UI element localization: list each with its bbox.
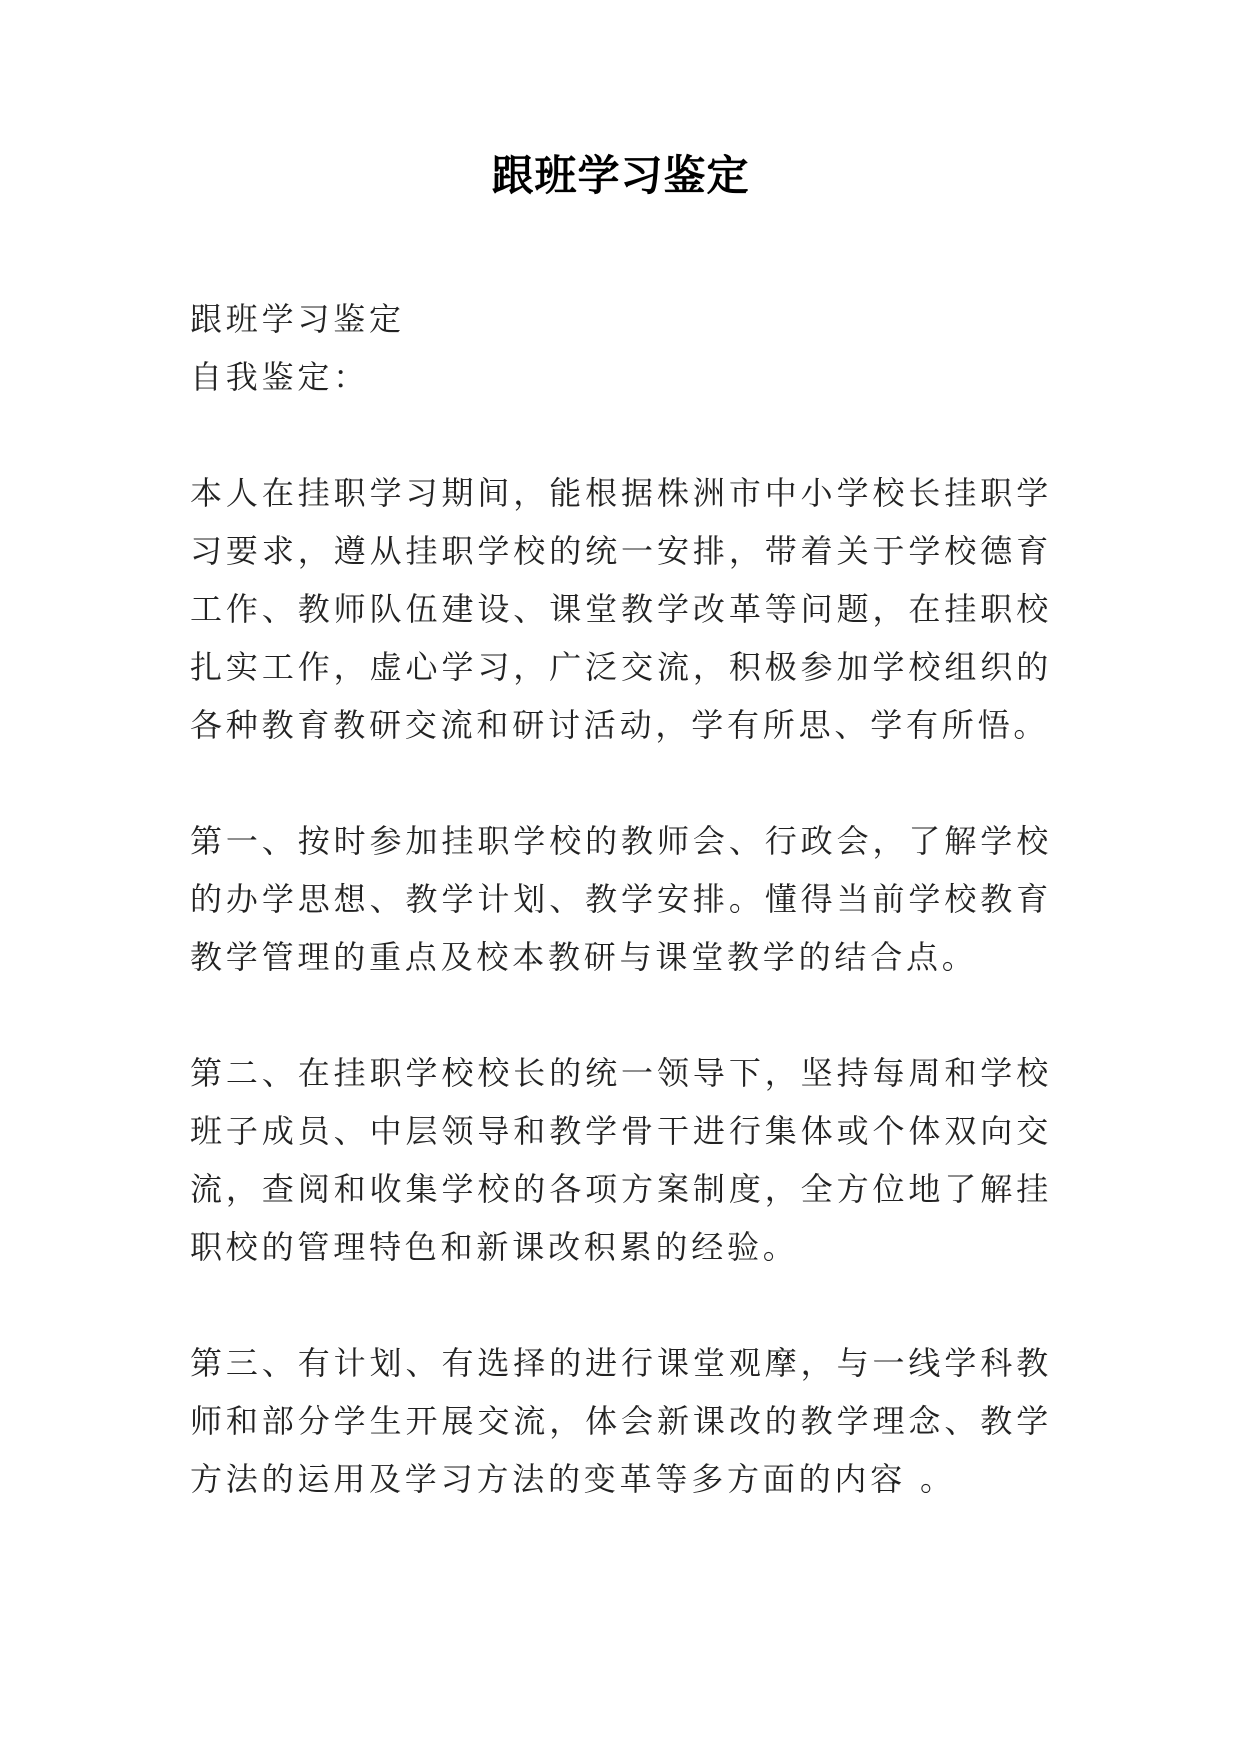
self-assessment-label: 自我鉴定：: [190, 358, 370, 396]
paragraph-spacer: [190, 754, 1052, 812]
document-body: [190, 290, 1052, 1508]
document-subtitle: 跟班学习鉴定: [190, 300, 405, 338]
document-title: 跟班学习鉴定: [491, 151, 750, 200]
paragraph-spacer: [190, 406, 1052, 464]
paragraph-first: 第一、按时参加挂职学校的教师会、行政会，了解学校的办学思想、教学计划、教学安排。懂得当前学校教育教学管理的重点及校本教研与课堂教学的结合点。: [190, 822, 1052, 976]
paragraph-third: 第三、有计划、有选择的进行课堂观摩，与一线学科教师和部分学生开展交流，体会新课改的教学理念、教学方法的运用及学习方法的变革等多方面的内容 。: [190, 1344, 1052, 1498]
paragraph-spacer: [190, 986, 1052, 1044]
paragraph-second: 第二、在挂职学校校长的统一领导下，坚持每周和学校班子成员、中层领导和教学骨干进行集体或个体双向交流，查阅和收集学校的各项方案制度，全方位地了解挂职校的管理特色和新课改积累的经验。: [190, 1054, 1052, 1266]
paragraph-intro: 本人在挂职学习期间，能根据株洲市中小学校长挂职学习要求，遵从挂职学校的统一安排，带着关于学校德育工作、教师队伍建设、课堂教学改革等问题，在挂职校扎实工作，虚心学习，广泛交流，积极参加学校组织的各种教育教研交流和研讨活动，学有所思、学有所悟。: [190, 474, 1052, 744]
paragraph-spacer: [190, 1276, 1052, 1334]
